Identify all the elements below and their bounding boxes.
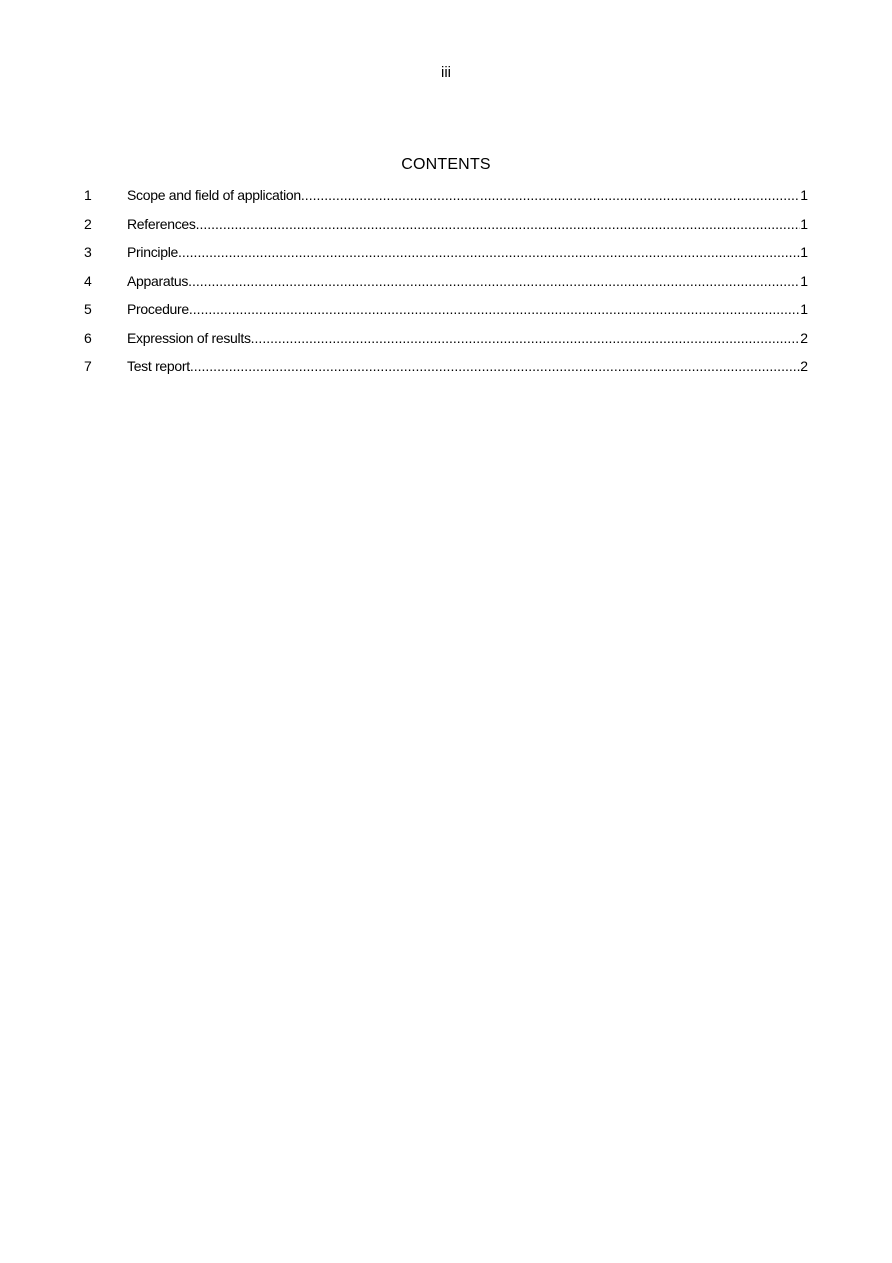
toc-entry[interactable] <box>84 327 808 356</box>
toc-entry-page[interactable]: 1 <box>800 187 808 203</box>
toc-entry-number: 5 <box>84 301 92 317</box>
page-number: iii <box>441 64 451 81</box>
toc-entry-page[interactable]: 1 <box>800 215 808 232</box>
toc-entry-page[interactable]: 2 <box>800 329 808 346</box>
table-of-contents <box>84 184 808 384</box>
toc-entry[interactable] <box>84 184 808 213</box>
toc-entry[interactable] <box>84 213 808 242</box>
toc-entry-label[interactable]: Test report <box>127 358 190 374</box>
toc-entry-number: 3 <box>84 244 92 260</box>
contents-title: CONTENTS <box>401 156 491 173</box>
toc-dot-leader <box>190 355 800 377</box>
toc-entry-number: 6 <box>84 329 92 346</box>
toc-entry-label[interactable]: Expression of results <box>127 329 251 346</box>
toc-entry-page[interactable]: 1 <box>800 244 808 260</box>
toc-entry-label[interactable]: References <box>127 215 196 232</box>
toc-entry-number: 1 <box>84 187 92 203</box>
toc-entry[interactable] <box>84 298 808 327</box>
toc-entry-number: 4 <box>84 272 92 289</box>
toc-dot-leader <box>196 213 801 235</box>
toc-dot-leader <box>178 241 800 263</box>
toc-entry-page[interactable]: 2 <box>800 358 808 374</box>
toc-entry[interactable] <box>84 355 808 384</box>
toc-entry-page[interactable]: 1 <box>800 272 808 289</box>
toc-dot-leader <box>301 184 800 206</box>
toc-entry-number: 7 <box>84 358 92 374</box>
toc-entry[interactable] <box>84 241 808 270</box>
toc-dot-leader <box>189 298 800 320</box>
toc-dot-leader <box>251 327 801 349</box>
toc-entry-number: 2 <box>84 215 92 232</box>
toc-entry-label[interactable]: Apparatus <box>127 272 189 289</box>
toc-entry-label[interactable]: Procedure <box>127 301 189 317</box>
toc-entry[interactable] <box>84 270 808 299</box>
toc-entry-label[interactable]: Scope and field of application <box>127 187 301 203</box>
toc-entry-page[interactable]: 1 <box>800 301 808 317</box>
toc-entry-label[interactable]: Principle <box>127 244 178 260</box>
toc-dot-leader <box>188 270 800 292</box>
